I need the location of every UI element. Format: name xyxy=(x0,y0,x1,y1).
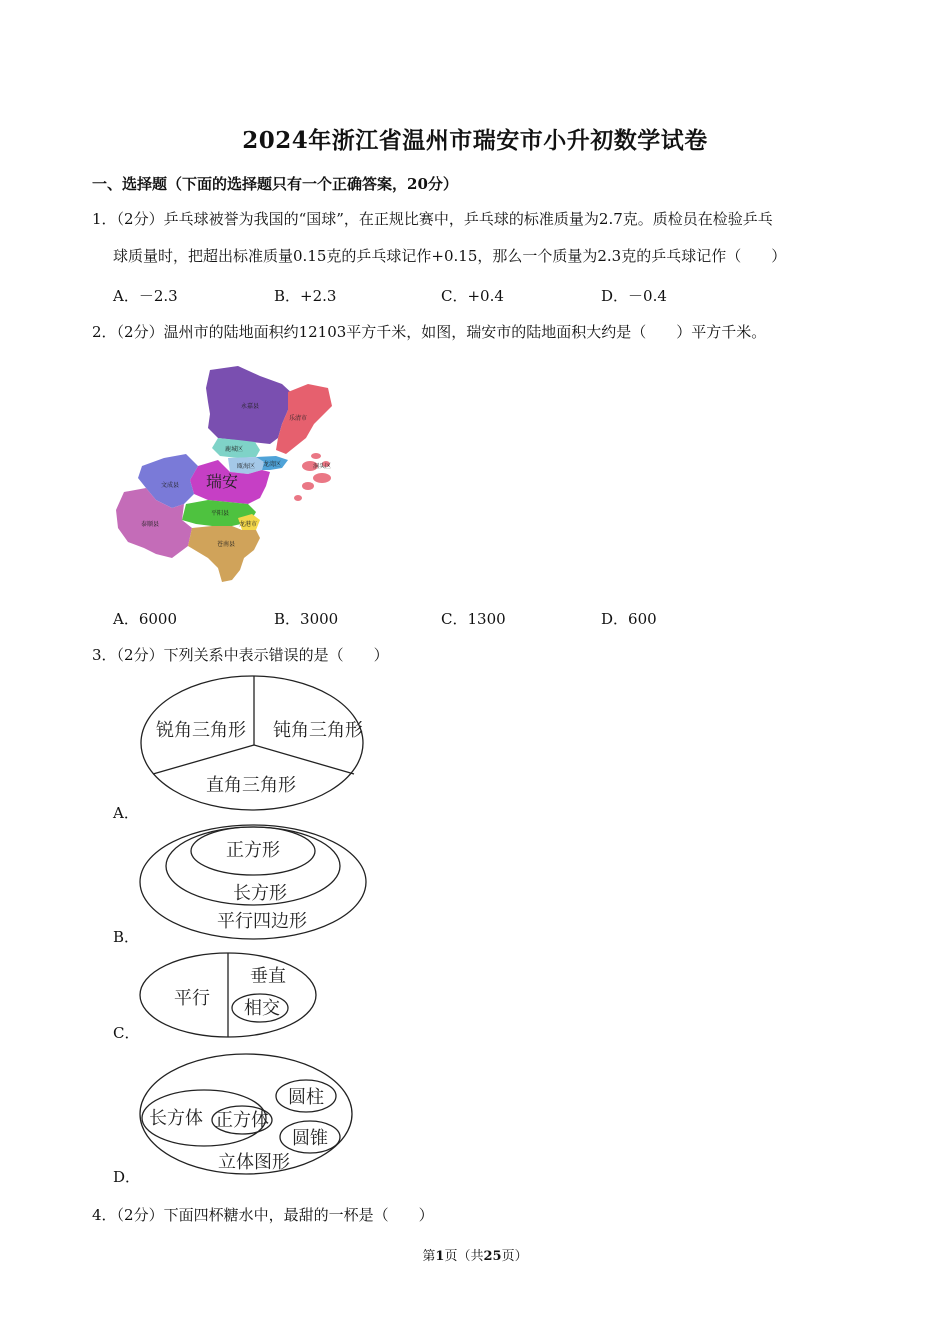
map-label-cangnan: 苍南县 xyxy=(216,541,236,548)
q3a-acute-label: 锐角三角形 xyxy=(156,720,246,741)
q3d-cuboid-label: 长方体 xyxy=(149,1108,203,1129)
q3-option-a: A． xyxy=(113,804,139,822)
map-label-wencheng: 文成县 xyxy=(160,482,180,489)
map-region-cangnan xyxy=(188,526,260,582)
map-label-ouhai: 瓯海区 xyxy=(236,463,256,470)
map-label-dongtou: 洞头区 xyxy=(312,463,332,470)
page-title: 2024年浙江省温州市瑞安市小升初数学试卷 xyxy=(242,127,708,154)
q3d-cube-label: 正方体 xyxy=(215,1110,269,1131)
q1-option-a: A．－2.3 xyxy=(113,287,178,305)
map-label-lucheng: 鹿城区 xyxy=(224,446,244,453)
q1-option-c: C．+0.4 xyxy=(441,287,504,305)
q3b-parallelogram-label: 平行四边形 xyxy=(217,911,307,932)
question-1-line-2: 球质量时，把超出标准质量0.15克的乒乓球记作+0.15，那么一个质量为2.3克的乒乓球记作（ ） xyxy=(113,247,787,265)
question-3-text: 3．（2分）下列关系中表示错误的是（ ） xyxy=(92,646,389,664)
q3b-rectangle-label: 长方形 xyxy=(233,883,287,904)
footer-page-number: 1 xyxy=(435,1249,445,1264)
question-1-line-1: 1．（2分）乒乓球被誉为我国的“国球”，在正规比赛中，乒乓球的标准质量为2.7克。质检员在检验乒乓 xyxy=(92,210,773,228)
map-region-dongtou xyxy=(294,453,331,501)
q3d-cylinder-label: 圆柱 xyxy=(288,1087,324,1108)
q3-diagram-c xyxy=(138,950,322,1042)
wenzhou-map xyxy=(110,362,340,587)
section-heading: 一、选择题（下面的选择题只有一个正确答案，20分） xyxy=(92,175,458,193)
map-label-pingyang: 平阳县 xyxy=(210,510,230,517)
question-2-text: 2．（2分）温州市的陆地面积约12103平方千米，如图，瑞安市的陆地面积大约是（ ）平方千米。 xyxy=(92,323,767,341)
footer-pre: 第 xyxy=(422,1249,436,1264)
q2-option-d: D．600 xyxy=(601,610,657,628)
q1-option-b: B．+2.3 xyxy=(274,287,337,305)
map-label-longgang: 龙港市 xyxy=(238,521,258,528)
map-label-yongjia: 永嘉县 xyxy=(240,403,260,410)
q3a-right-label: 直角三角形 xyxy=(206,775,296,796)
q3-option-d: D． xyxy=(113,1168,141,1186)
q2-option-b: B．3000 xyxy=(274,610,339,628)
q3c-intersect-label: 相交 xyxy=(244,998,280,1019)
q2-option-a: A．6000 xyxy=(113,610,178,628)
page-footer xyxy=(0,1245,950,1264)
map-label-longwan: 龙湾区 xyxy=(262,461,282,468)
q3-diagram-d xyxy=(138,1052,356,1180)
q3b-square-label: 正方形 xyxy=(226,840,280,861)
q1-option-d: D．－0.4 xyxy=(601,287,667,305)
map-label-taishun: 泰顺县 xyxy=(140,521,160,528)
q3a-obtuse-label: 钝角三角形 xyxy=(273,720,363,741)
q3c-perpendicular-label: 垂直 xyxy=(250,966,286,987)
footer-post: 页） xyxy=(501,1249,528,1264)
question-4-text: 4．（2分）下面四杯糖水中，最甜的一杯是（ ） xyxy=(92,1206,434,1224)
map-label-ruian: 瑞安 xyxy=(205,472,239,491)
q3-option-c: C． xyxy=(113,1024,140,1042)
q3c-parallel-label: 平行 xyxy=(174,988,210,1009)
q3d-cone-label: 圆锥 xyxy=(292,1128,328,1149)
footer-mid: 页（共 xyxy=(444,1249,484,1264)
q3d-solid-label: 立体图形 xyxy=(218,1152,290,1173)
map-label-yueqing: 乐清市 xyxy=(288,415,308,422)
q3-diagram-a xyxy=(138,670,370,820)
q3-diagram-b xyxy=(138,822,370,944)
q3-option-b: B． xyxy=(113,928,140,946)
footer-total-pages: 25 xyxy=(483,1249,502,1264)
q2-option-c: C．1300 xyxy=(441,610,506,628)
